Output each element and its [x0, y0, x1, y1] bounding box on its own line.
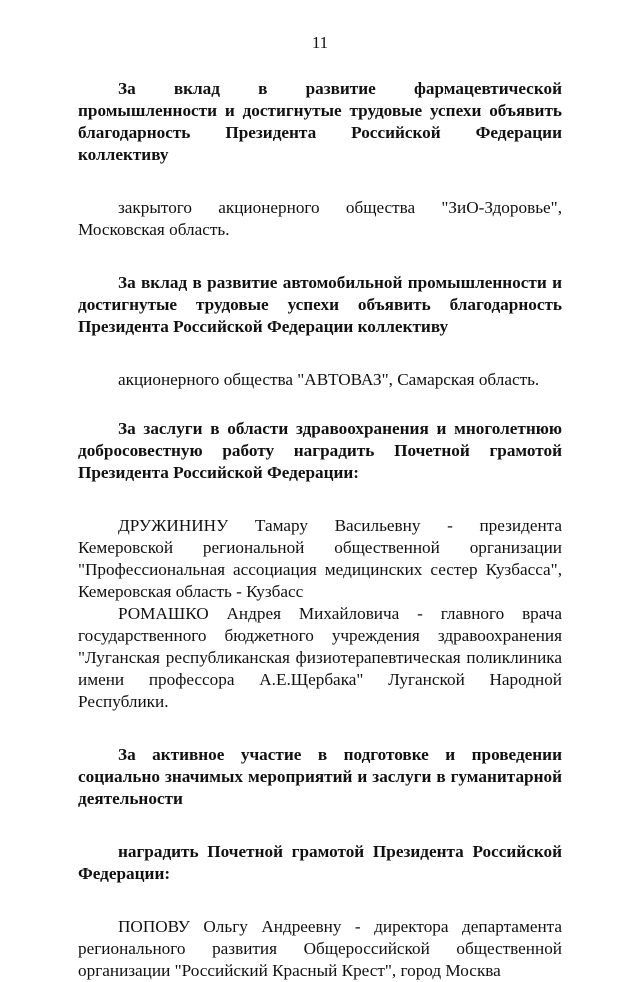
spacer	[78, 810, 562, 841]
spacer	[78, 391, 562, 418]
section-4-recipient-1: ПОПОВУ Ольгу Андреевну - директора департамента регионального развития Общероссийской общественной организации "Российский Красный Крест", город Москва	[78, 917, 562, 980]
section-2-heading: За вклад в развитие автомобильной промышленности и достигнутые трудовые успехи объявить благодарность Президента Российской Федерации коллективу	[78, 273, 562, 336]
section-3-recipient-1: ДРУЖИНИНУ Тамару Васильевну - президента Кемеровской региональной общественной организации "Профессиональная ассоциация медицинских сестер Кузбасса", Кемеровская область - Кузбасс	[78, 516, 562, 601]
section-4-heading: За активное участие в подготовке и проведении социально значимых мероприятий и заслуги в гуманитарной деятельности	[78, 745, 562, 808]
section-3-recipient-2: РОМАШКО Андрея Михайловича - главного врача государственного бюджетного учреждения здравоохранения "Луганская республиканская физиотерапевтическая поликлиника имени профессора А.Е.Щербака" Луганской Народной Республики.	[78, 604, 562, 711]
spacer	[78, 484, 562, 515]
section-4-subheading: наградить Почетной грамотой Президента Российской Федерации:	[78, 842, 562, 883]
section-2-recipient: акционерного общества "АВТОВАЗ", Самарская область.	[118, 370, 540, 389]
spacer	[78, 338, 562, 369]
spacer	[78, 241, 562, 272]
section-3-heading: За заслуги в области здравоохранения и многолетнюю добросовестную работу наградить Почетной грамотой Президента Российской Федерации:	[78, 419, 562, 482]
spacer	[78, 713, 562, 744]
spacer	[78, 166, 562, 197]
section-1-recipient: закрытого акционерного общества "ЗиО-Здоровье", Московская область.	[78, 198, 562, 239]
section-1-heading: За вклад в развитие фармацевтической промышленности и достигнутые трудовые успехи объявить благодарность Президента Российской Федерации коллективу	[78, 79, 562, 164]
spacer	[78, 885, 562, 916]
page-number: 11	[311, 33, 329, 52]
document-body	[78, 78, 562, 982]
